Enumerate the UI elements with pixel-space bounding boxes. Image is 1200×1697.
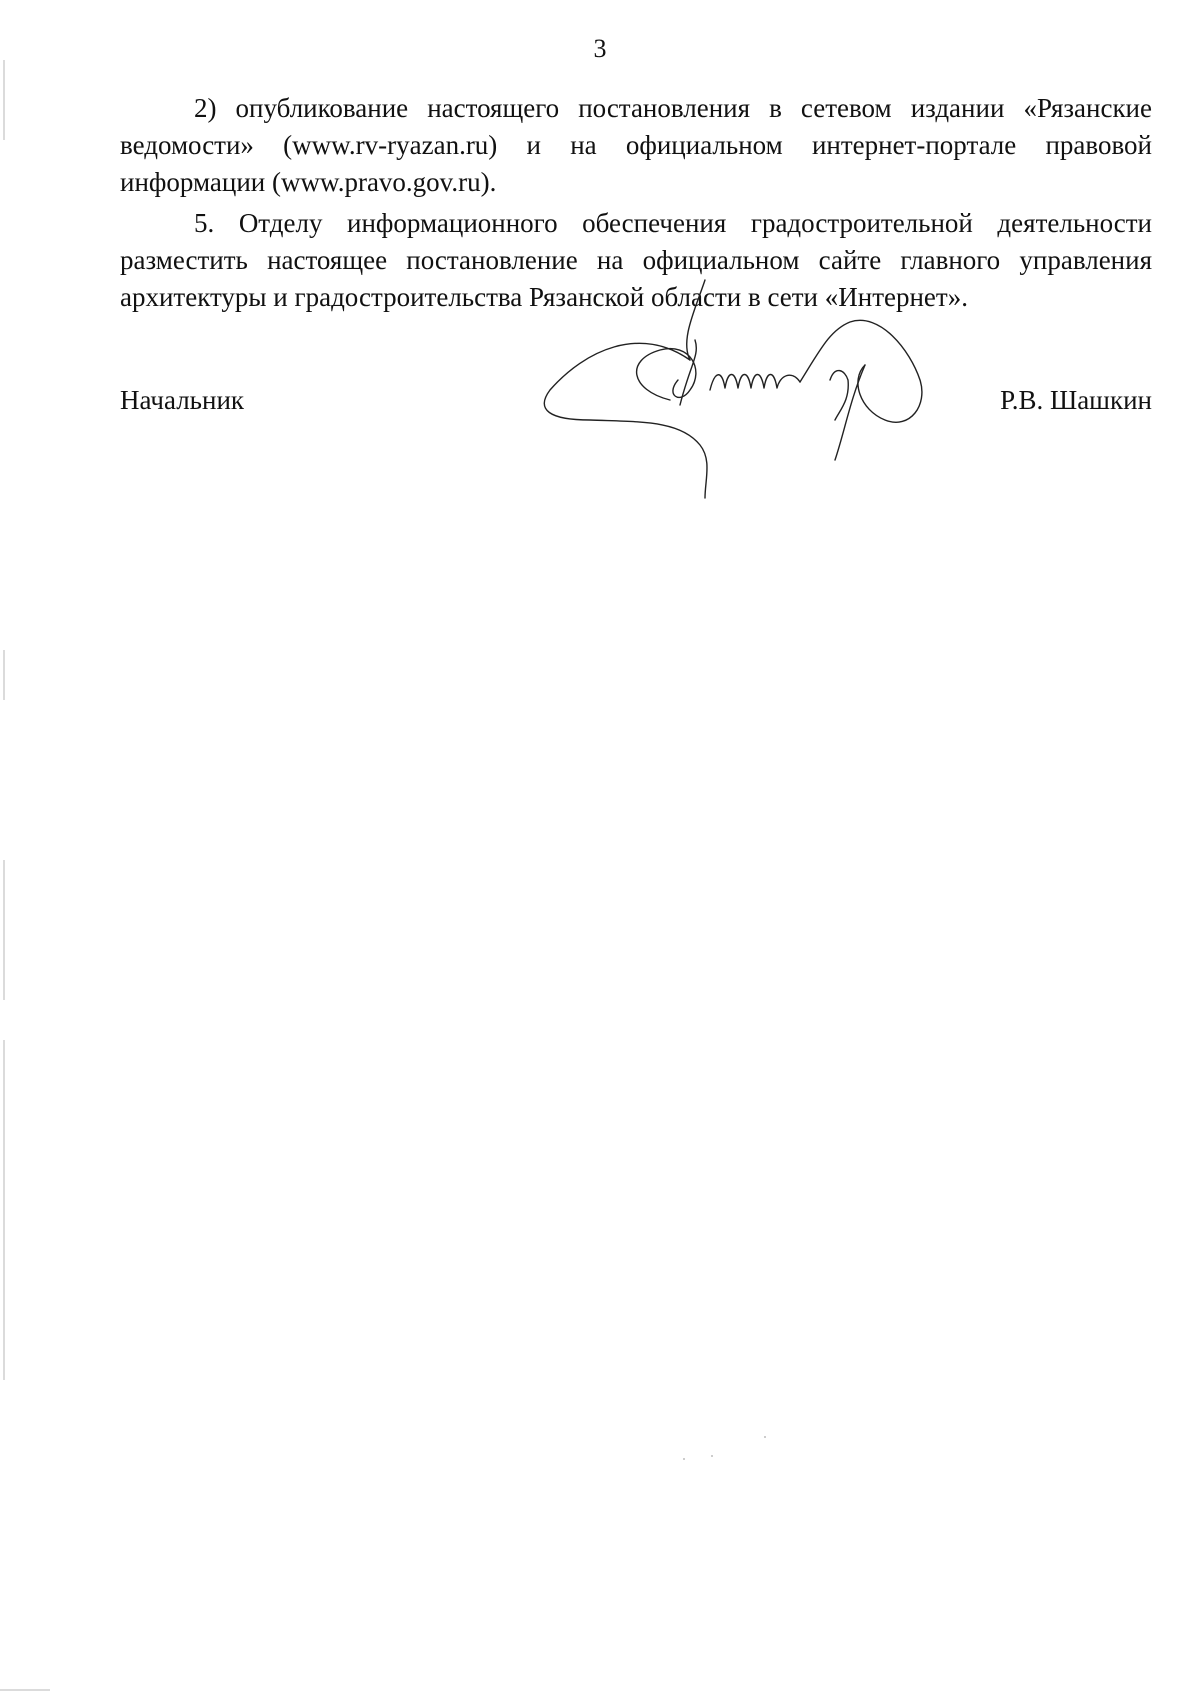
signature-block	[120, 385, 1152, 425]
page-number: 3	[593, 34, 607, 63]
paragraph-website-placement: 5. Отделу информационного обеспечения градостроительной деятельности разместить настоящее постановление на официальном сайте главного управления архитектуры и градостроительства Рязанской области в сети «Интернет».	[120, 208, 1152, 312]
paragraph-publication: 2) опубликование настоящего постановления в сетевом издании «Рязанские ведомости» (www.rv-ryazan.ru) и на официальном интернет-портале правовой информации (www.pravo.gov.ru).	[120, 93, 1152, 197]
signer-title: Начальник	[120, 385, 245, 415]
signer-name: Р.В. Шашкин	[1000, 385, 1152, 415]
